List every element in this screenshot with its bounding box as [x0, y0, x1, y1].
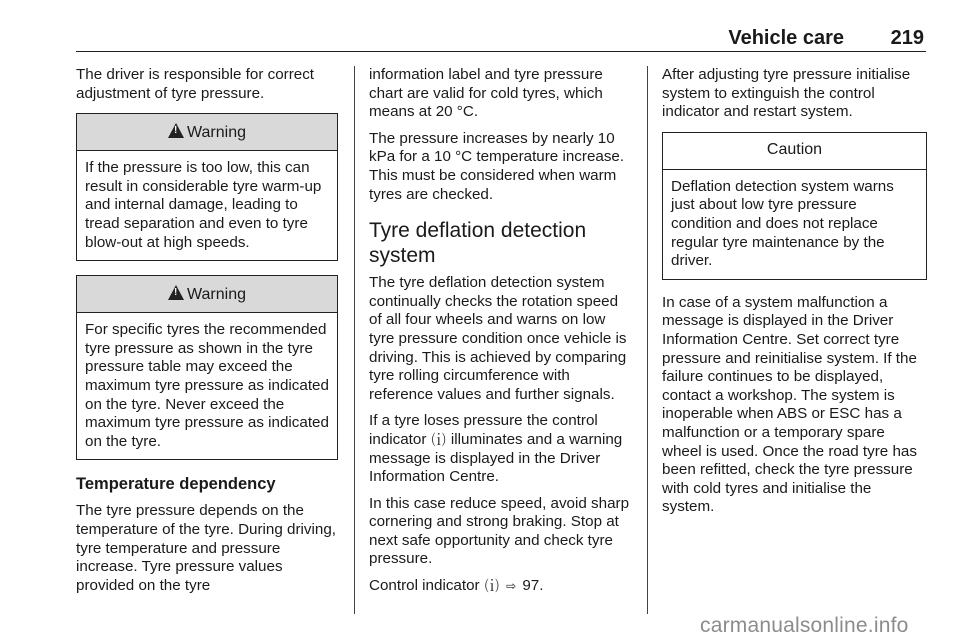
tyre-pressure-indicator-icon: ⒤	[484, 578, 499, 595]
text-span: If a tyre loses pressure the control indicator	[369, 412, 598, 448]
paragraph: The tyre deflation detection system continually checks the rotation speed of all four wheels and warns on low tyre pressure condition once vehicle is driving. This is achieved by comparing tyre rolling circumference with reference values and further signals.	[369, 274, 627, 403]
page-header	[76, 24, 926, 52]
intro-paragraph: The driver is responsible for correct adjustment of tyre pressure.	[76, 66, 315, 102]
warning-box-body: If the pressure is too low, this can result in considerable tyre warm-up and internal damage, leading to tread separation and even to tyre blow-out at high speeds.	[85, 159, 322, 251]
caution-box-body: Deflation detection system warns just about low tyre pressure condition and does not replace regular tyre maintenance by the driver.	[671, 177, 894, 270]
warning-triangle-icon	[168, 123, 184, 138]
warning-box	[76, 113, 338, 261]
warning-box-body: For specific tyres the recommended tyre pressure as shown in the tyre pressure table may exceed the maximum tyre pressure as indicated on the tyre. Never exceed the maximum tyre pressure as indicated on the tyre.	[85, 321, 329, 450]
paragraph: After adjusting tyre pressure initialise system to extinguish the control indicator and restart system.	[662, 66, 911, 121]
warning-triangle-icon	[168, 285, 184, 300]
column-middle	[369, 66, 634, 604]
paragraph	[369, 412, 634, 486]
paragraph: The pressure increases by nearly 10 kPa for a 10 °C temperature increase. This must be considered when warm tyres are checked.	[369, 129, 625, 203]
section-heading: Tyre deflation detection system	[369, 219, 587, 268]
column-divider	[647, 66, 648, 614]
temperature-paragraph: The tyre pressure depends on the temperature of the tyre. During driving, tyre temperature and pressure increase. Tyre pressure values provided on the tyre	[76, 502, 336, 594]
warning-box-header	[77, 114, 337, 151]
text-span: Control indicator	[369, 577, 480, 595]
warning-box	[76, 275, 338, 460]
chapter-title: Vehicle care	[728, 27, 844, 49]
paragraph	[369, 577, 634, 596]
page-reference[interactable]: 97.	[522, 577, 544, 595]
caution-box	[662, 132, 927, 280]
text-span: illuminates and a warning message is displayed in the Driver Information Centre.	[369, 430, 623, 486]
column-left	[76, 66, 338, 603]
page-number: 219	[890, 27, 924, 49]
column-divider	[354, 66, 355, 614]
subsection-heading: Temperature dependency	[76, 475, 276, 494]
caution-box-header: Caution	[663, 133, 926, 170]
paragraph: information label and tyre pressure chart are valid for cold tyres, which means at 20 °C.	[369, 66, 603, 121]
column-right	[662, 66, 927, 525]
paragraph: In case of a system malfunction a message is displayed in the Driver Information Centre. Set correct tyre pressure and reinitialise system. If the failure continues to be displayed, contact a workshop. The system is inoperable when ABS or ESC has a malfunction or a temporary spare wheel is used. Once the road tyre has been refitted, check the tyre pressure with cold tyres and initialise the system.	[662, 293, 917, 516]
tyre-pressure-indicator-icon: ⒤	[431, 431, 446, 448]
warning-box-header	[77, 276, 337, 313]
warning-title: Warning	[187, 124, 246, 142]
watermark: carmanualsonline.info	[700, 614, 909, 637]
warning-title: Warning	[187, 286, 246, 304]
paragraph: In this case reduce speed, avoid sharp cornering and strong braking. Stop at next safe opportunity and check tyre pressure.	[369, 494, 630, 568]
page-reference-arrow-icon: ⇨	[506, 579, 517, 594]
